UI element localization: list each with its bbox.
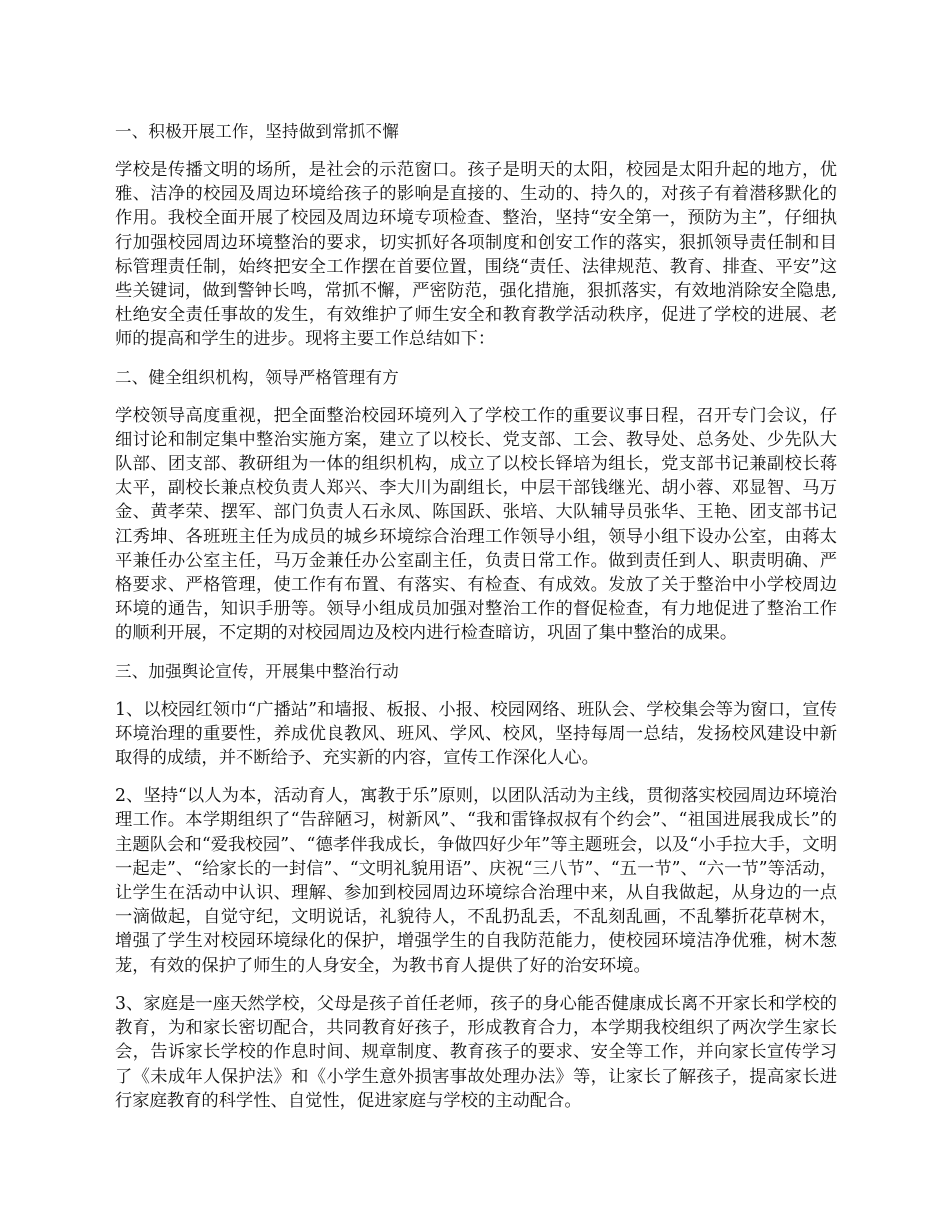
- section-2-heading: 二、健全组织机构，领导严格管理有方: [115, 367, 399, 387]
- section-1-paragraph-1: 学校是传播文明的场所，是社会的示范窗口。孩子是明天的太阳，校园是太阳升起的地方，优雅、洁净的校园及周边环境给孩子的影响是直接的、生动的、持久的，对孩子有着潜移默化的作用。我校全面开展了校园及周边环境专项检查、整治，坚持“安全第一，预防为主”，仔细执行加强校园周边环境整治的要求，切实抓好各项制度和创安工作的落实，狠抓领导责任制和目标管理责任制，始终把安全工作摆在首要位置，围绕“责任、法律规范、教育、排查、平安”这些关键词，做到警钟长鸣，常抓不懈，严密防范，强化措施，狠抓落实，有效地消除安全隐患,杜绝安全责任事故的发生，有效维护了师生安全和教育教学活动秩序，促进了学校的进展、老师的提高和学生的进步。现将主要工作总结如下：: [115, 160, 837, 350]
- section-1-heading: 一、积极开展工作，坚持做到常抓不懈: [115, 122, 399, 141]
- section-3-paragraph-3: 3、家庭是一座天然学校，父母是孩子首任老师，孩子的身心能否健康成长离不开家长和学校的教育，为和家长密切配合，共同教育好孩子，形成教育合力，本学期我校组织了两次学生家长会，告诉家长学校的作息时间、规章制度、教育孩子的要求、安全等工作，并向家长宣传学习了《未成年人保护法》和《小学生意外损害事故处理办法》等，让家长了解孩子，提高家长进行家庭教育的科学性、自觉性，促进家庭与学校的主动配合。: [115, 993, 837, 1111]
- section-3-paragraph-1: 1、以校园红领巾“广播站”和墙报、板报、小报、校园网络、班队会、学校集会等为窗口，宣传环境治理的重要性，养成优良教风、班风、学风、校风，坚持每周一总结，发扬校风建设中新取得的成绩，并不断给予、充实新的内容，宣传工作深化人心。: [115, 699, 837, 769]
- document-body: [115, 120, 837, 1127]
- section-3-paragraph-2: 2、坚持“以人为本，活动育人，寓教于乐”原则，以团队活动为主线，贯彻落实校园周边环境治理工作。本学期组织了“告辞陋习，树新风”、“我和雷锋叔叔有个约会”、“祖国进展我成长”的主题队会和“爱我校园”、“德孝伴我成长，争做四好少年”等主题班会，以及“小手拉大手，文明一起走”、“给家长的一封信”、“文明礼貌用语”、庆祝“三八节”、“五一节”、“六一节”等活动，让学生在活动中认识、理解、参加到校园周边环境综合治理中来，从自我做起，从身边的一点一滴做起，自觉守纪，文明说话，礼貌待人，不乱扔乱丢，不乱刻乱画，不乱攀折花草树木，增强了学生对校园环境绿化的保护，增强学生的自我防范能力，使校园环境洁净优雅，树木葱茏，有效的保护了师生的人身安全，为教书育人提供了好的治安环境。: [115, 786, 837, 976]
- section-2-paragraph-1: 学校领导高度重视，把全面整治校园环境列入了学校工作的重要议事日程，召开专门会议，仔细讨论和制定集中整治实施方案，建立了以校长、党支部、工会、教导处、总务处、少先队大队部、团支部、教研组为一体的组织机构，成立了以校长铎培为组长，党支部书记兼副校长蒋太平，副校长兼点校负责人郑兴、李大川为副组长，中层干部钱继光、胡小蓉、邓显智、马万金、黄孝荣、摆军、部门负责人石永凤、陈国跃、张培、大队辅导员张华、王艳、团支部书记江秀坤、各班班主任为成员的城乡环境综合治理工作领导小组，领导小组下设办公室，由蒋太平兼任办公室主任，马万金兼任办公室副主任，负责日常工作。做到责任到人、职责明确、严格要求、严格管理，使工作有布置、有落实、有检查、有成效。发放了关于整治中小学校周边环境的通告，知识手册等。领导小组成员加强对整治工作的督促检查，有力地促进了整治工作的顺利开展，不定期的对校园周边及校内进行检查暗访，巩固了集中整治的成果。: [115, 405, 837, 644]
- section-3-heading: 三、加强舆论宣传，开展集中整治行动: [115, 661, 399, 681]
